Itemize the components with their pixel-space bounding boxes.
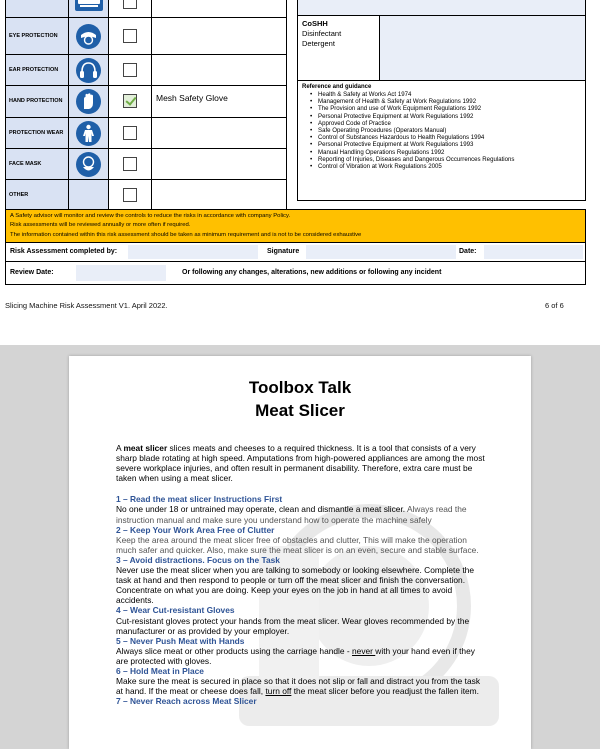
eye-protection-icon	[76, 24, 101, 49]
reference-item: • Safe Operating Procedures (Operators Manual)	[318, 127, 581, 134]
section-text: Never use the meat slicer when you are talking to somebody or looking elsewhere. Complete the task at hand and then respond to people or turn off the meat slicer and finish the conversation. Concentrate on what you are doing. Keep your eyes on the job in hand at all times to avoid accidents.	[116, 565, 474, 606]
reference-item: • Control of Vibration at Work Regulations 2005	[318, 163, 581, 170]
ppe-note	[152, 118, 287, 149]
ppe-note	[152, 18, 287, 55]
ear-protection-icon	[76, 58, 101, 83]
completed-by-field[interactable]	[128, 245, 258, 259]
ppe-note	[152, 149, 287, 180]
section-heading: 1 – Read the meat slicer Instructions First	[116, 494, 283, 505]
date-field[interactable]	[484, 245, 583, 259]
ppe-label: EAR PROTECTION	[6, 55, 69, 86]
safety-notice	[5, 209, 586, 243]
completed-by-label: Risk Assessment completed by:	[10, 248, 118, 255]
intro-paragraph: A meat slicer slices meats and cheeses to a required thickness. It is a tool that consists of a very sharp blade rotating at high speed. Amputations from high-powered appliances are among the most severe workplace injuries, and often result in permanent disability. Therefore, extra care must be taken when using a meat slicer.	[116, 443, 485, 484]
ppe-checkbox[interactable]	[123, 157, 137, 171]
toolbox-talk-page	[69, 356, 531, 749]
section-heading: 4 – Wear Cut-resistant Gloves	[116, 605, 235, 616]
section-text: No one under 18 or untrained may operate, clean and dismantle a meat slicer. Always read the instruction manual and make sure you understand how to operate the machine safely	[116, 504, 467, 525]
ppe-checkbox[interactable]	[123, 126, 137, 140]
section-heading: 5 – Never Push Meat with Hands	[116, 635, 245, 646]
ppe-checkbox[interactable]	[123, 63, 137, 77]
date-label: Date:	[459, 248, 477, 255]
review-date-field[interactable]	[76, 265, 166, 281]
face-mask-icon	[76, 152, 101, 177]
ppe-checkbox-checked[interactable]	[123, 94, 137, 108]
notice-line: The information contained within this risk assessment should be taken as minimum requirement and is not to be considered exhaustive	[10, 231, 362, 238]
signoff-row	[5, 243, 586, 262]
ppe-row	[6, 86, 287, 118]
ppe-row	[6, 18, 287, 55]
toolbox-title: Toolbox Talk	[248, 378, 352, 397]
coshh-item: Detergent	[302, 39, 335, 48]
protective-wear-icon	[76, 121, 101, 146]
reference-item: • Health & Safety at Works Act 1974	[318, 91, 581, 98]
section-text: Keep the area around the meat slicer free of obstacles and clutter, This will make the operation much safer and quicker. Also, make sure the meat slicer is on an even, secure and stable surface.	[116, 534, 479, 555]
review-note: Or following any changes, alterations, new additions or following any incident	[182, 269, 442, 276]
notice-line: A Safety advisor will monitor and review the controls to reduce the risks in accordance with company Policy.	[10, 213, 291, 219]
footer-page-number: 6 of 6	[545, 301, 564, 310]
reference-item: • The Provision and use of Work Equipment Regulations 1992	[318, 105, 581, 112]
coshh-item: Disinfectant	[302, 29, 342, 38]
ppe-note: Mesh Safety Glove	[152, 86, 287, 118]
signature-field[interactable]	[306, 245, 456, 259]
reference-item: • Approved Code of Practice	[318, 120, 581, 127]
ppe-note	[152, 0, 287, 18]
ppe-row	[6, 118, 287, 149]
reference-item: • Personal Protective Equipment at Work Regulations 1993	[318, 141, 581, 148]
toolbox-subtitle: Meat Slicer	[255, 401, 345, 420]
risk-assessment-page	[0, 0, 600, 345]
ppe-table	[5, 0, 287, 212]
toolbox-body	[116, 443, 488, 706]
reference-item: • Reporting of Injuries, Diseases and Dangerous Occurrences Regulations	[318, 156, 581, 163]
ppe-sign-icon	[75, 0, 103, 11]
ppe-row	[6, 180, 287, 212]
signature-label: Signature	[267, 248, 300, 255]
ppe-row	[6, 55, 287, 86]
section-text: Cut-resistant gloves protect your hands from the meat slicer. Wear gloves recommended by the manufacturer or as provided by your employer.	[116, 615, 470, 636]
reference-item: • Manual Handling Operations Regulations 1992	[318, 149, 581, 156]
section-heading: 6 – Hold Meat in Place	[116, 665, 204, 676]
reference-item: • Control of Substances Hazardous to Health Regulations 1994	[318, 134, 581, 141]
coshh-heading: CoSHH	[302, 19, 328, 28]
ppe-note	[152, 55, 287, 86]
footer-doc-title: Slicing Machine Risk Assessment V1. April 2022.	[5, 301, 168, 310]
ppe-row	[6, 149, 287, 180]
review-date-label: Review Date:	[10, 269, 54, 276]
ppe-label: EYE PROTECTION	[6, 18, 69, 55]
references-section	[298, 81, 585, 173]
references-list	[302, 91, 581, 170]
notice-line: Risk assessments will be reviewed annually or more often if required.	[10, 222, 191, 229]
hand-protection-icon	[76, 89, 101, 114]
ppe-checkbox[interactable]	[123, 29, 137, 43]
references-heading: Reference and guidance	[302, 84, 372, 90]
review-row	[5, 262, 586, 285]
ppe-label	[6, 0, 69, 18]
ppe-label: OTHER	[6, 180, 69, 212]
ppe-note	[152, 180, 287, 212]
reference-item: • Management of Health & Safety at Work Regulations 1992	[318, 98, 581, 105]
ppe-label: FACE MASK	[6, 149, 69, 180]
ppe-checkbox[interactable]	[123, 188, 137, 202]
section-heading: 2 – Keep Your Work Area Free of Clutter	[116, 524, 275, 535]
ppe-checkbox[interactable]	[123, 0, 137, 9]
section-heading: 3 – Avoid distractions. Focus on the Task	[116, 554, 280, 565]
section-text: Always slice meat or other products using the carriage handle - never with your hand even if they are protected with gloves.	[116, 645, 475, 666]
right-column	[297, 0, 586, 201]
coshh-section	[298, 0, 585, 81]
ppe-label: PROTECTION WEAR	[6, 118, 69, 149]
ppe-row	[6, 0, 287, 18]
reference-item: • Personal Protective Equipment at Work Regulations 1992	[318, 113, 581, 120]
section-heading: 7 – Never Reach across Meat Slicer	[116, 696, 257, 707]
ppe-label: HAND PROTECTION	[6, 86, 69, 118]
section-text: Make sure the meat is secured in place so that it does not slip or fall and distract you from the task at hand. If the meat or cheese does fall, turn off the meat slicer before you readjust the fallen item.	[116, 676, 481, 697]
